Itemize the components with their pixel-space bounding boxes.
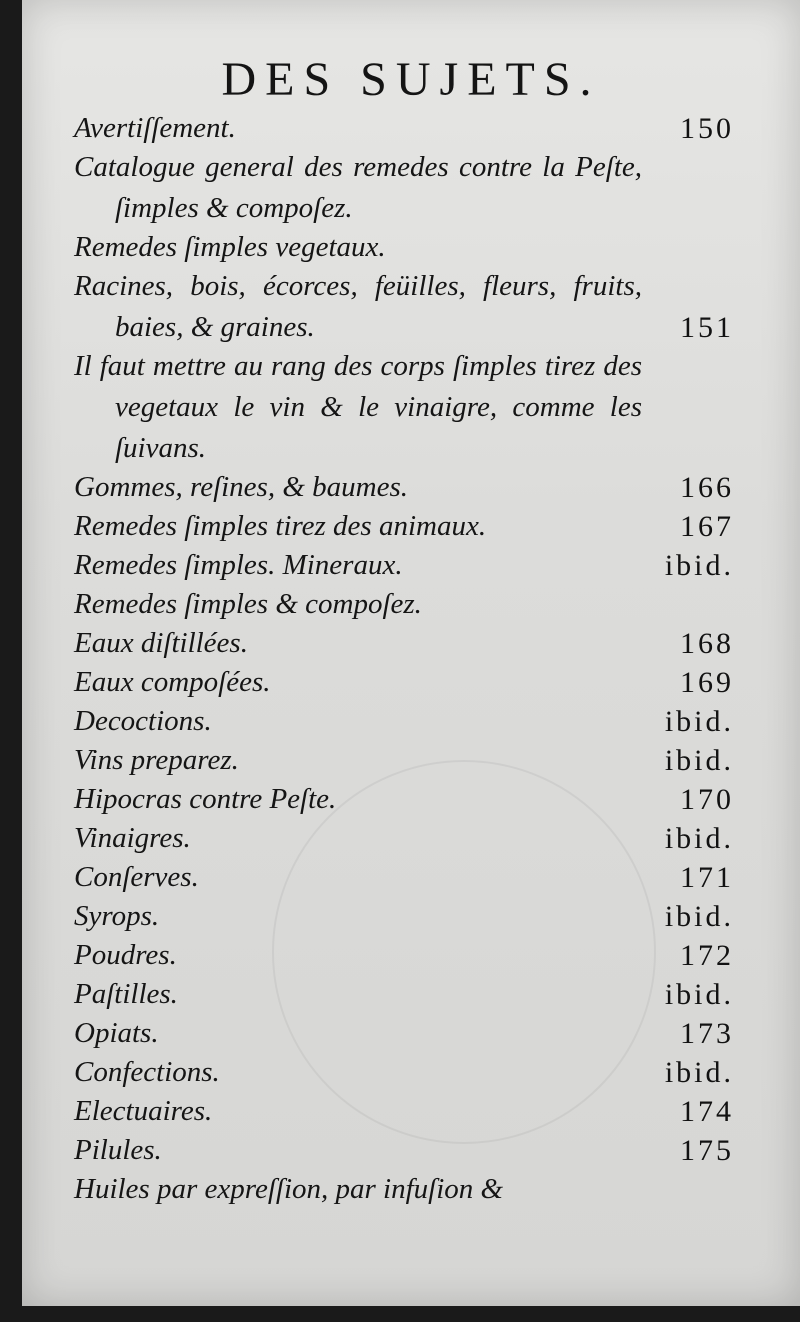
entry-title: Vinaigres.	[74, 822, 191, 854]
toc-entry	[74, 623, 734, 664]
entry-title: Huiles par expreſſion, par infuſion &	[74, 1173, 504, 1205]
toc-entry	[74, 935, 734, 976]
entry-page: 167	[680, 510, 734, 543]
toc-entry	[74, 896, 734, 937]
toc-entry	[74, 1130, 734, 1171]
entry-page: ibid.	[664, 900, 734, 933]
entry-title: Conſerves.	[74, 861, 199, 893]
toc-entry	[74, 147, 734, 229]
entry-page: 175	[680, 1134, 734, 1167]
toc-entry	[74, 1169, 734, 1210]
entry-title: Remedes ſimples & compoſez.	[74, 588, 422, 620]
entry-page: 174	[680, 1095, 734, 1128]
entry-title: Hipocras contre Peſte.	[74, 783, 337, 815]
toc-entry	[74, 1013, 734, 1054]
toc-entry	[74, 974, 734, 1015]
toc-entry	[74, 818, 734, 859]
entry-page: 173	[680, 1017, 734, 1050]
entry-title: Catalogue general des remedes contre la Peſte, ſimples & compoſez.	[74, 151, 642, 224]
entry-title: Electuaires.	[74, 1095, 213, 1127]
entry-title: Paſtilles.	[74, 978, 178, 1010]
page-heading: DES SUJETS.	[221, 53, 601, 106]
toc-entry	[74, 108, 734, 149]
toc-entry	[74, 346, 734, 469]
toc-entry	[74, 857, 734, 898]
toc-entry	[74, 740, 734, 781]
entry-page: ibid.	[664, 1056, 734, 1089]
toc-entry	[74, 506, 734, 547]
entry-page: 171	[680, 861, 734, 894]
entry-page: 170	[680, 783, 734, 816]
entry-page: 172	[680, 939, 734, 972]
entry-page: 150	[680, 112, 734, 145]
entry-page: ibid.	[664, 705, 734, 738]
toc-entry	[74, 227, 734, 268]
entry-title: Vins preparez.	[74, 744, 239, 776]
toc-entry	[74, 467, 734, 508]
entry-title: Poudres.	[74, 939, 177, 971]
entry-title: Remedes ſimples. Mineraux.	[74, 549, 403, 581]
entry-page: 168	[680, 627, 734, 660]
toc-entry	[74, 779, 734, 820]
entry-page: ibid.	[664, 822, 734, 855]
toc-entry	[74, 266, 734, 348]
entry-title: Gommes, reſines, & baumes.	[74, 471, 408, 503]
entry-title: Syrops.	[74, 900, 160, 932]
toc-entry	[74, 662, 734, 703]
entry-page: 166	[680, 471, 734, 504]
table-of-contents	[74, 108, 734, 1208]
entry-page: 169	[680, 666, 734, 699]
toc-entry	[74, 584, 734, 625]
toc-entry	[74, 1052, 734, 1093]
entry-title: Opiats.	[74, 1017, 159, 1049]
entry-title: Decoctions.	[74, 705, 212, 737]
toc-entry	[74, 1091, 734, 1132]
entry-page: ibid.	[664, 549, 734, 582]
entry-title: Eaux compoſées.	[74, 666, 271, 698]
entry-title: Remedes ſimples vegetaux.	[74, 231, 386, 263]
book-page	[22, 0, 800, 1306]
entry-page: ibid.	[664, 978, 734, 1011]
toc-entry	[74, 545, 734, 586]
entry-title: Pilules.	[74, 1134, 162, 1166]
entry-title: Avertiſſement.	[74, 112, 236, 144]
entry-title: Remedes ſimples tirez des animaux.	[74, 510, 487, 542]
entry-page: 151	[680, 311, 734, 344]
entry-title: Confections.	[74, 1056, 220, 1088]
entry-title: Il faut mettre au rang des corps ſimples tirez des vegetaux le vin & le vinaigre, comme les ſuivans.	[74, 350, 642, 464]
toc-entry	[74, 701, 734, 742]
entry-title: Eaux diſtillées.	[74, 627, 248, 659]
entry-title: Racines, bois, écorces, feüilles, fleurs, fruits, baies, & graines.	[74, 270, 642, 343]
entry-page: ibid.	[664, 744, 734, 777]
